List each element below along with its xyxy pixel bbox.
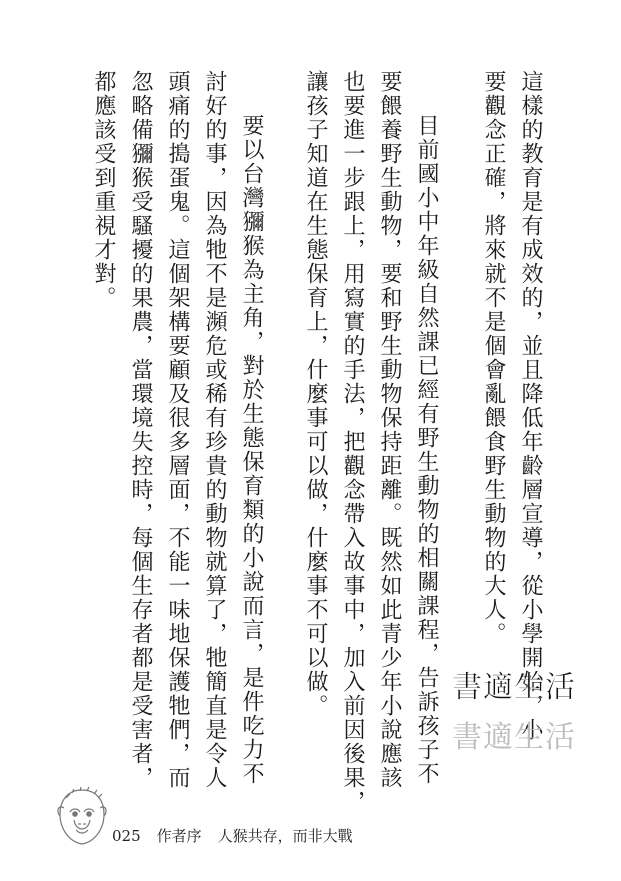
watermark-dark: 書適生活: [452, 670, 576, 705]
page-footer: [112, 825, 369, 846]
text-column-3: 目前國小中年級自然課已經有野生動物的相關課程，告訴孩子不: [414, 114, 439, 786]
text-column-11: 都應該受到重視才對。: [91, 70, 116, 310]
text-column-8: 討好的事，因為牠不是瀕危或稀有珍貴的動物就算了，牠簡直是令人: [202, 70, 227, 790]
text-column-6: 讓孩子知道在生態保育上，什麼事可以做，什麼事不可以做。: [303, 70, 328, 718]
text-column-10: 忽略備獼猴受騷擾的果農，當環境失控時，每個生存者都是受害者，: [128, 70, 153, 790]
watermark-light: 書適生活: [452, 720, 576, 755]
page-number: 025: [112, 827, 141, 845]
text-column-9: 頭痛的搗蛋鬼。這個架構要顧及很多層面，不能一味地保護牠們，而: [165, 70, 190, 790]
chapter-title: 人猴共存，而非大戰: [217, 827, 353, 845]
section-label: 作者序: [156, 827, 202, 845]
text-column-2: 要觀念正確，將來就不是個會亂餵食野生動物的大人。: [481, 70, 506, 646]
text-column-1: 這樣的教育是有成效的，並且降低年齡層宣導，從小學開始，小: [518, 70, 543, 742]
text-column-7: 要以台灣獼猴為主角，對於生態保育類的小說而言，是件吃力不: [239, 114, 264, 786]
monkey-face-icon: [54, 786, 110, 848]
text-column-5: 也要進一步跟上，用寫實的手法，把觀念帶入故事中，加入前因後果，: [340, 70, 365, 814]
text-column-4: 要餵養野生動物，要和野生動物保持距離。既然如此青少年小說應該: [377, 70, 402, 790]
